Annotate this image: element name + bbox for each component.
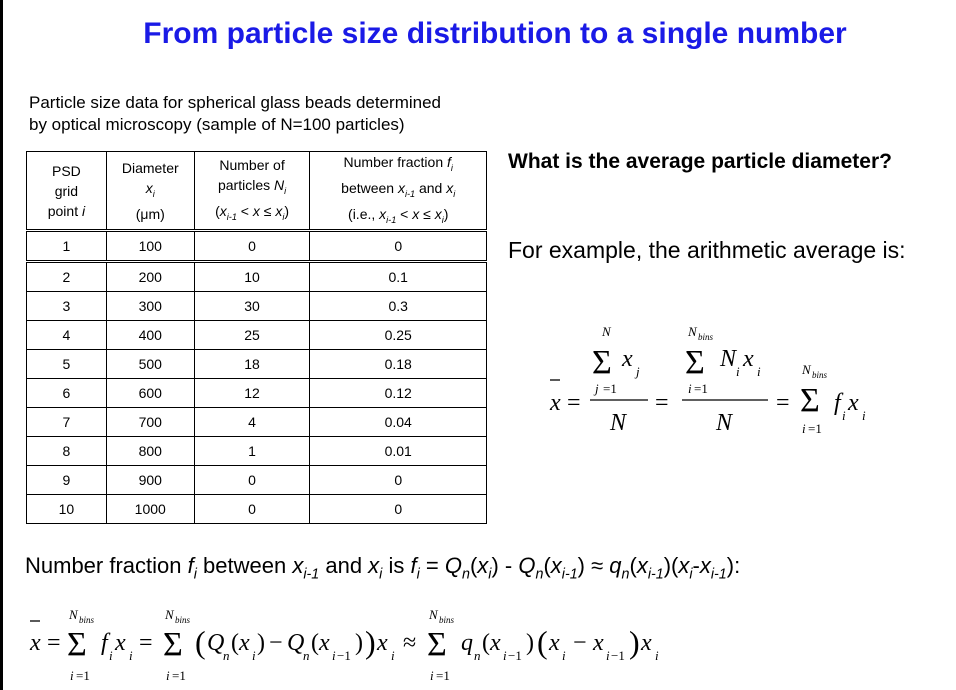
table-cell: 1 xyxy=(27,231,107,262)
table-header-row xyxy=(27,152,487,231)
svg-text:bins: bins xyxy=(439,615,455,625)
svg-text:−: − xyxy=(573,630,587,656)
table-cell: 0.18 xyxy=(310,350,487,379)
svg-text:(: ( xyxy=(537,624,548,660)
svg-text:x: x xyxy=(848,390,859,416)
intro-line-2: by optical microscopy (sample of N=100 particles) xyxy=(29,115,405,134)
svg-text:i: i xyxy=(129,648,133,663)
svg-text:=1: =1 xyxy=(694,381,708,396)
table-cell: 6 xyxy=(27,379,107,408)
table-row xyxy=(27,321,487,350)
table-cell: 0.01 xyxy=(310,437,487,466)
table-cell: 18 xyxy=(194,350,310,379)
svg-text:i: i xyxy=(736,364,740,379)
table-cell: 4 xyxy=(27,321,107,350)
arithmetic-average-formula xyxy=(540,318,900,443)
intro-line-1: Particle size data for spherical glass beads determined xyxy=(29,93,441,112)
svg-text:f: f xyxy=(101,630,108,656)
svg-text:x: x xyxy=(319,630,330,656)
svg-text:i: i xyxy=(503,648,507,663)
svg-text:−1: −1 xyxy=(508,648,522,663)
svg-text:x: x xyxy=(115,630,126,656)
svg-text:x: x xyxy=(377,630,388,656)
svg-text:x: x xyxy=(622,346,633,372)
svg-text:i: i xyxy=(166,668,170,683)
svg-text:i: i xyxy=(109,648,113,663)
table-row xyxy=(27,466,487,495)
svg-text:i: i xyxy=(252,648,256,663)
table-cell: 700 xyxy=(106,408,194,437)
example-text: For example, the arithmetic average is: xyxy=(508,237,906,263)
svg-text:bins: bins xyxy=(698,332,714,342)
svg-text:N: N xyxy=(610,410,627,436)
table-cell: 0.3 xyxy=(310,292,487,321)
svg-text:bins: bins xyxy=(812,370,828,380)
svg-text:N: N xyxy=(716,410,733,436)
svg-text:): ) xyxy=(355,630,363,656)
svg-text:−1: −1 xyxy=(611,648,625,663)
svg-text:i: i xyxy=(391,648,395,663)
svg-text:f: f xyxy=(834,390,841,416)
page-title: From particle size distribution to a single number xyxy=(143,17,847,50)
svg-text:N: N xyxy=(602,324,611,339)
svg-text:bins: bins xyxy=(79,615,95,625)
svg-text:Σ: Σ xyxy=(427,626,447,663)
table-cell: 8 xyxy=(27,437,107,466)
svg-text:i: i xyxy=(862,408,866,423)
svg-text:i: i xyxy=(802,421,806,436)
svg-text:=: = xyxy=(655,390,669,416)
svg-text:bins: bins xyxy=(175,615,191,625)
svg-text:Q: Q xyxy=(287,630,305,656)
header-psd-grid-point: PSD grid point i xyxy=(27,152,107,231)
svg-text:n: n xyxy=(303,648,310,663)
svg-text:(: ( xyxy=(311,630,319,656)
table-cell: 0 xyxy=(310,231,487,262)
table-cell: 0.12 xyxy=(310,379,487,408)
svg-text:): ) xyxy=(257,630,265,656)
svg-text:−1: −1 xyxy=(337,648,351,663)
table-cell: 0 xyxy=(194,466,310,495)
svg-text:(: ( xyxy=(231,630,239,656)
table-cell: 400 xyxy=(106,321,194,350)
svg-text:i: i xyxy=(655,648,659,663)
svg-text:n: n xyxy=(474,648,481,663)
table-cell: 800 xyxy=(106,437,194,466)
table-cell: 900 xyxy=(106,466,194,495)
table-cell: 10 xyxy=(27,495,107,524)
svg-text:(: ( xyxy=(195,624,206,660)
question-text: What is the average particle diameter? xyxy=(508,150,892,173)
table-cell: 12 xyxy=(194,379,310,408)
svg-text:j: j xyxy=(636,364,640,379)
svg-text:i: i xyxy=(606,648,610,663)
number-fraction-text: Number fraction $f_i$ between $x_{i-1}$ and $x_i$ is $f_i = Q_n(x_i) - Q_n(x_{i-1}) \approx q_n(x_{i-1})(x_i-x_{i-1})$: xyxy=(25,553,741,583)
table-cell: 100 xyxy=(106,231,194,262)
svg-text:): ) xyxy=(526,630,534,656)
svg-text:N: N xyxy=(720,346,737,372)
svg-text:N: N xyxy=(165,607,174,622)
svg-text:=1: =1 xyxy=(603,381,617,396)
left-border xyxy=(0,0,3,690)
svg-text:i: i xyxy=(757,364,761,379)
psd-table xyxy=(26,151,487,524)
svg-text:N: N xyxy=(429,607,438,622)
table-cell: 10 xyxy=(194,262,310,292)
table-cell: 0 xyxy=(310,466,487,495)
intro-text xyxy=(29,92,441,136)
bottom-formula xyxy=(25,605,705,685)
svg-text:q: q xyxy=(461,630,473,656)
table-row xyxy=(27,262,487,292)
svg-text:x: x xyxy=(239,630,250,656)
table-cell: 4 xyxy=(194,408,310,437)
svg-text:x: x xyxy=(743,346,754,372)
table-row xyxy=(27,437,487,466)
svg-text:Q: Q xyxy=(207,630,225,656)
svg-text:=: = xyxy=(139,630,153,656)
table-row xyxy=(27,495,487,524)
svg-text:x: x xyxy=(549,630,560,656)
svg-text:i: i xyxy=(430,668,434,683)
header-number-of-particles: Number of particles $N_i$ $(x_{i-1} < x \le x_i)$ xyxy=(194,152,310,231)
table-cell: 0 xyxy=(194,231,310,262)
svg-text:x: x xyxy=(490,630,501,656)
svg-text:Σ: Σ xyxy=(163,626,183,663)
table-cell: 1000 xyxy=(106,495,194,524)
svg-text:): ) xyxy=(365,624,376,660)
svg-text:=: = xyxy=(47,630,61,656)
svg-text:Σ: Σ xyxy=(67,626,87,663)
table-cell: 25 xyxy=(194,321,310,350)
svg-text:N: N xyxy=(688,324,697,339)
table-cell: 9 xyxy=(27,466,107,495)
svg-text:i: i xyxy=(70,668,74,683)
svg-text:i: i xyxy=(562,648,566,663)
header-diameter: Diameter $x_i$ (μm) xyxy=(106,152,194,231)
table-cell: 0.1 xyxy=(310,262,487,292)
table-cell: 0.04 xyxy=(310,408,487,437)
table-cell: 30 xyxy=(194,292,310,321)
table-cell: 7 xyxy=(27,408,107,437)
svg-text:n: n xyxy=(223,648,230,663)
svg-text:i: i xyxy=(332,648,336,663)
table-cell: 200 xyxy=(106,262,194,292)
svg-text:=1: =1 xyxy=(436,668,450,683)
table-cell: 300 xyxy=(106,292,194,321)
svg-text:): ) xyxy=(629,624,640,660)
table-row xyxy=(27,408,487,437)
svg-text:≈: ≈ xyxy=(403,630,417,656)
svg-text:=1: =1 xyxy=(76,668,90,683)
svg-text:=1: =1 xyxy=(172,668,186,683)
svg-text:j: j xyxy=(595,381,599,396)
table-row xyxy=(27,379,487,408)
table-row xyxy=(27,292,487,321)
table-cell: 5 xyxy=(27,350,107,379)
table-cell: 0 xyxy=(194,495,310,524)
svg-text:x: x xyxy=(641,630,652,656)
svg-text:x: x xyxy=(30,630,41,656)
table-cell: 2 xyxy=(27,262,107,292)
svg-text:x: x xyxy=(593,630,604,656)
table-cell: 1 xyxy=(194,437,310,466)
header-number-fraction: Number fraction $f_i$ between $x_{i-1}$ and $x_i$ (i.e., $x_{i-1} < x \le x_i$) xyxy=(310,152,487,231)
table-cell: 0 xyxy=(310,495,487,524)
svg-text:=1: =1 xyxy=(808,421,822,436)
svg-text:Σ: Σ xyxy=(685,344,705,381)
svg-text:x: x xyxy=(550,390,561,416)
table-row xyxy=(27,350,487,379)
table-row xyxy=(27,231,487,262)
svg-text:−: − xyxy=(269,630,283,656)
svg-text:=: = xyxy=(776,390,790,416)
svg-text:N: N xyxy=(69,607,78,622)
svg-text:N: N xyxy=(802,362,811,377)
svg-text:i: i xyxy=(842,408,846,423)
table-cell: 600 xyxy=(106,379,194,408)
svg-text:Σ: Σ xyxy=(592,344,612,381)
table-cell: 0.25 xyxy=(310,321,487,350)
table-cell: 500 xyxy=(106,350,194,379)
svg-text:i: i xyxy=(688,381,692,396)
svg-text:Σ: Σ xyxy=(800,382,820,419)
table-cell: 3 xyxy=(27,292,107,321)
svg-text:=: = xyxy=(567,390,581,416)
svg-text:(: ( xyxy=(482,630,490,656)
